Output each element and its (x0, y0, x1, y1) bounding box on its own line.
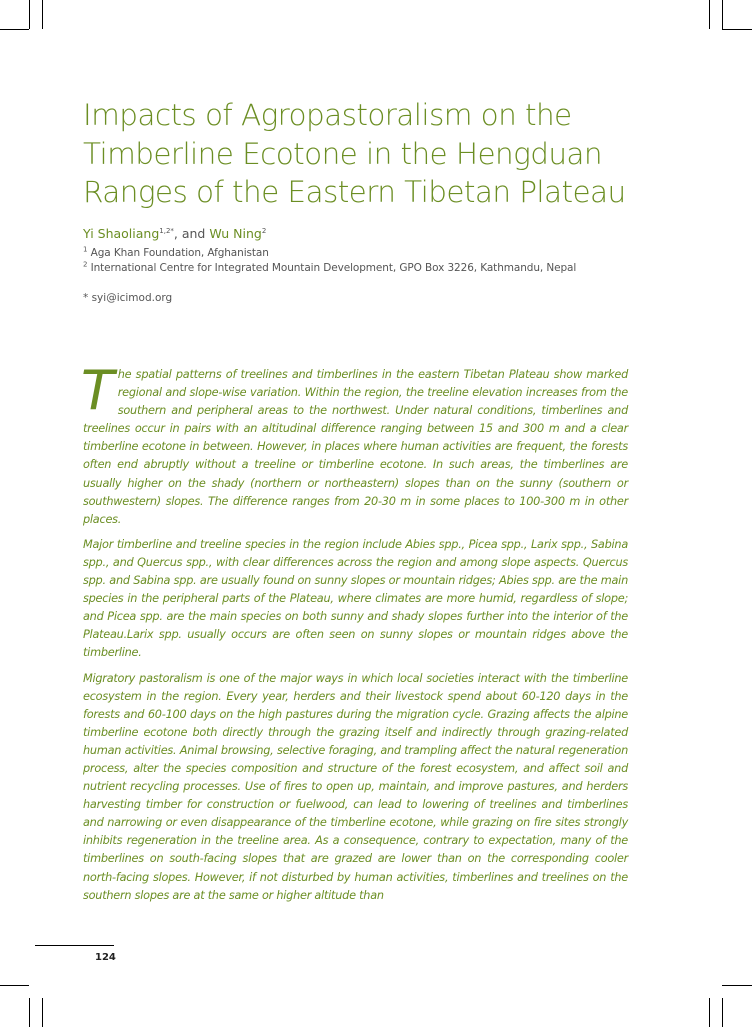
abstract-paragraph-3: Migratory pastoralism is one of the major ways in which local societies interact with the timberline ecosystem in the region. Every year, herders and their livestock spend about 60-120 days in the forests and 60-100 days on the high pastures during the migration cycle. Grazing affects the alpine timberline ecotone both directly through the grazing itself and indirectly through grazing-related human activities. Animal browsing, selective foraging, and trampling affect the natural regeneration process, alter the species composition and structure of the forest ecosystem, and affect soil and nutrient recycling processes. Use of fires to open up, maintain, and improve pastures, and herders harvesting timber for construction or fuelwood, can lead to lowering of treelines and timberlines and narrowing or even disappearance of the timberline ecotone, while grazing on fire sites strongly inhibits regeneration in the treeline area. As a consequence, contrary to expectation, many of the timberlines on south-facing slopes that are grazed are lower than on the corresponding cooler north-facing slopes. However, if not disturbed by human activities, timberlines and treelines on the southern slopes are at the same or higher altitude than (83, 671, 628, 902)
abstract-paragraph-1-text: he spatial patterns of treelines and timberlines in the eastern Tibetan Plateau show marked regional and slope-wise variation. Within the region, the treeline elevation increases from the southern and peripheral areas to the northwest. Under natural conditions, timberlines and treelines occur in pairs with an altitudinal difference ranging between 15 and 300 m and a clear timberline ecotone in between. However, in places where human activities are frequent, the forests often end abruptly without a treeline or timberline ecotone. In such areas, the timberlines are usually higher on the shady (northern or northeastern) slopes than on the sunny (southern or southwestern) slopes. The difference ranges from 20-30 m in some places to 100-300 m in other places. (83, 368, 628, 526)
affiliation-1-marker: 1 (83, 245, 88, 254)
crop-mark (0, 985, 29, 986)
author-1: Yi Shaoliang (83, 226, 160, 241)
author-separator: , and (173, 226, 210, 241)
abstract (81, 359, 628, 912)
crop-mark (29, 998, 30, 1027)
affiliation-1 (83, 247, 269, 259)
crop-mark (0, 29, 29, 30)
corresponding-email: * syi@icimod.org (83, 292, 173, 304)
crop-mark (29, 0, 30, 29)
author-1-affiliation: 1,2* (159, 226, 174, 235)
crop-mark (722, 29, 752, 30)
crop-mark (722, 998, 723, 1027)
title-line-2: Timberline Ecotone in the Hengduan (83, 136, 602, 171)
title-line-1: Impacts of Agropastoralism on the (83, 98, 572, 132)
affiliation-2-marker: 2 (83, 260, 88, 269)
crop-mark (722, 0, 723, 29)
abstract-paragraph-1 (81, 359, 628, 529)
affiliation-2 (83, 262, 576, 274)
title-line-3: Ranges of the Eastern Tibetan Plateau (83, 175, 626, 209)
author-2-affiliation: 2 (261, 226, 267, 235)
crop-mark (42, 998, 43, 1027)
crop-mark (722, 985, 752, 986)
paper-title (83, 96, 643, 212)
crop-mark (709, 0, 710, 29)
author-list (83, 226, 266, 241)
author-2: Wu Ning (209, 226, 262, 241)
abstract-paragraph-2: Major timberline and treeline species in the region include Abies spp., Picea spp., Larix spp., Sabina spp., and Quercus spp., with clear differences across the region and among slope aspects. Quercus spp. and Sabina spp. are usually found on sunny slopes or mountain ridges; Abies spp. are the main species in the peripheral parts of the Plateau, where climates are more humid, regardless of slope; and Picea spp. are the main species on both sunny and shady slopes further into the interior of the Plateau.Larix spp. usually occurs are often seen on sunny slopes or mountain ridges above the timberline. (83, 537, 628, 660)
crop-mark (42, 0, 43, 29)
affiliation-1-text: Aga Khan Foundation, Afghanistan (90, 247, 269, 259)
crop-mark (709, 998, 710, 1027)
footer-rule (35, 945, 114, 946)
page-number: 124 (95, 952, 116, 963)
drop-cap: T (81, 359, 114, 422)
affiliation-2-text: International Centre for Integrated Mountain Development, GPO Box 3226, Kathmandu, Nepal (90, 262, 577, 274)
